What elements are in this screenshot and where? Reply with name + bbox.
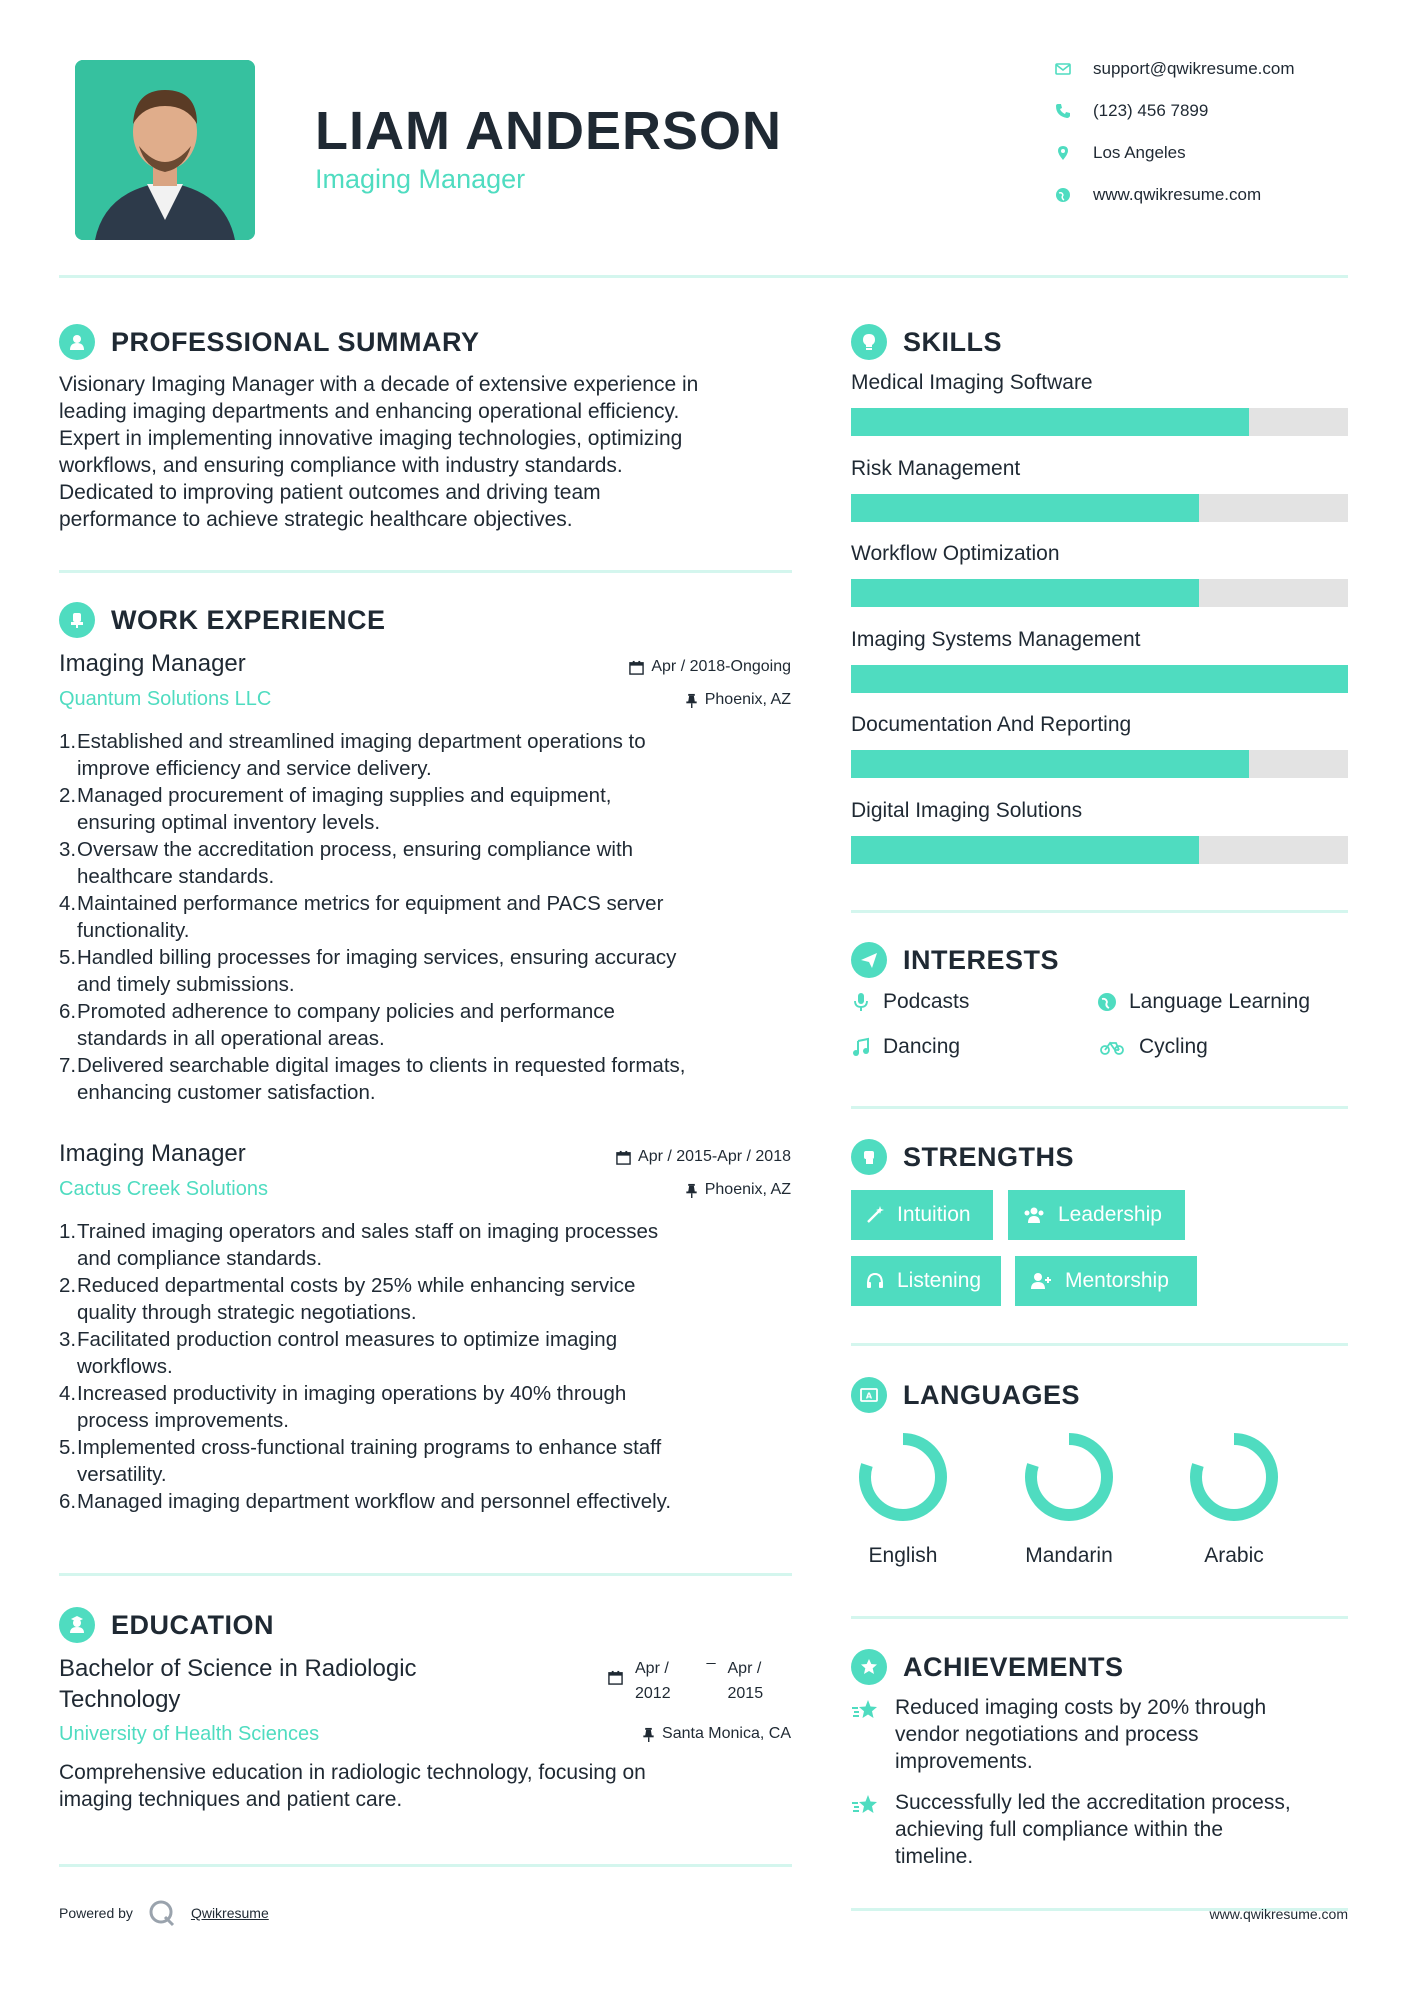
summary-text	[59, 371, 799, 533]
summary-line: leading imaging departments and enhancing operational efficiency.	[59, 400, 680, 423]
achievement-item	[851, 1694, 1351, 1775]
language-ring-arc	[865, 1439, 941, 1515]
language-ring-arc	[1196, 1439, 1272, 1515]
school-name: University of Health Sciences	[59, 1723, 320, 1745]
graduate-icon	[59, 1607, 95, 1643]
contact-email[interactable]	[1055, 59, 1295, 79]
globe-icon	[1097, 992, 1117, 1012]
skill-bar-track	[851, 494, 1348, 522]
header-divider	[59, 275, 1348, 278]
education-end	[728, 1656, 764, 1706]
language-ring-arc	[1031, 1439, 1107, 1515]
location-icon	[1055, 145, 1071, 161]
job-1-title: Imaging Manager	[59, 650, 246, 677]
interest-podcasts	[851, 990, 969, 1014]
skill-bar-track	[851, 579, 1348, 607]
interest-cycling	[1097, 1035, 1208, 1059]
degree	[59, 1653, 417, 1715]
summary-line: Dedicated to improving patient outcomes and driving team	[59, 481, 601, 504]
job-1-dates	[629, 658, 791, 676]
summary-line: workflows, and ensuring compliance with industry standards.	[59, 454, 623, 477]
summary-line: Visionary Imaging Manager with a decade of extensive experience in	[59, 373, 699, 396]
education-dash: _	[706, 1648, 716, 1665]
interests-divider	[851, 1106, 1348, 1109]
users-icon	[1022, 1205, 1046, 1225]
degree-line: Bachelor of Science in Radiologic	[59, 1655, 417, 1682]
strength-label: Listening	[897, 1269, 982, 1292]
list-item: 3. Oversaw the accreditation process, ensuring compliance with healthcare standards.	[59, 838, 634, 888]
skill-name: Imaging Systems Management	[851, 628, 1141, 651]
contact-email-text: support@qwikresume.com	[1093, 59, 1295, 78]
star-icon	[851, 1698, 881, 1724]
calendar-icon	[629, 660, 644, 675]
strength-label: Mentorship	[1065, 1269, 1169, 1292]
briefcase-icon	[59, 602, 95, 638]
achievements-title: ACHIEVEMENTS	[903, 1651, 1124, 1682]
candidate-title: Imaging Manager	[315, 164, 526, 194]
strength-listening	[851, 1256, 1001, 1306]
calendar-icon	[616, 1150, 631, 1165]
summary-line: Expert in implementing innovative imaging technologies, optimizing	[59, 427, 683, 450]
language-ring	[858, 1432, 948, 1522]
summary-line: performance to achieve strategic healthcare objectives.	[59, 508, 573, 531]
list-item: 1. Trained imaging operators and sales staff on imaging processes and compliance standards.	[59, 1220, 659, 1270]
paper-plane-icon	[851, 942, 887, 978]
skill-bar-fill	[851, 836, 1199, 864]
job-1-duties	[59, 728, 799, 1106]
job-2-title: Imaging Manager	[59, 1140, 246, 1167]
contact-location-text: Los Angeles	[1093, 143, 1186, 162]
language-ring	[1189, 1432, 1279, 1522]
calendar-icon	[608, 1670, 623, 1685]
powered-by	[59, 1898, 269, 1928]
list-item: 6. Managed imaging department workflow and personnel effectively.	[59, 1490, 672, 1513]
svg-text:A: A	[865, 1391, 873, 1401]
list-item: 6. Promoted adherence to company policies and performance standards in all operational areas.	[59, 1000, 615, 1050]
interest-language-learning	[1097, 990, 1310, 1014]
strength-mentorship	[1015, 1256, 1197, 1306]
job-2-dates	[616, 1148, 791, 1166]
skill-bar-track	[851, 665, 1348, 693]
languages-title: LANGUAGES	[903, 1379, 1081, 1410]
education-title: EDUCATION	[111, 1609, 274, 1640]
user-plus-icon	[1029, 1271, 1053, 1291]
achievement-item	[851, 1789, 1351, 1870]
language-name: Arabic	[1204, 1544, 1264, 1567]
interest-label: Podcasts	[883, 990, 970, 1013]
globe-icon	[1055, 187, 1071, 203]
strengths-title: STRENGTHS	[903, 1141, 1075, 1172]
job-2-location-text: Phoenix, AZ	[704, 1181, 791, 1198]
interest-label: Language Learning	[1129, 990, 1311, 1013]
list-item: 2. Managed procurement of imaging supplies and equipment, ensuring optimal inventory levels.	[59, 784, 612, 834]
list-item: 7. Delivered searchable digital images to clients in requested formats, enhancing customer satisfaction.	[59, 1054, 686, 1104]
contact-phone[interactable]	[1055, 101, 1208, 121]
wand-icon	[865, 1205, 885, 1225]
achievement-text: Successfully led the accreditation process, achieving full compliance within the timeline.	[895, 1791, 1291, 1868]
skill-bar-track	[851, 750, 1348, 778]
job-1-location	[685, 691, 791, 709]
qwikresume-logo-icon	[147, 1898, 177, 1928]
language-icon	[851, 1377, 887, 1413]
skill-name: Documentation And Reporting	[851, 713, 1132, 736]
education-location	[642, 1725, 791, 1743]
job-1-location-text: Phoenix, AZ	[704, 691, 791, 708]
contact-location	[1055, 143, 1186, 163]
summary-heading	[59, 324, 480, 360]
achievement-text: Reduced imaging costs by 20% through vendor negotiations and process improvements.	[895, 1696, 1267, 1773]
profile-photo	[75, 60, 255, 240]
bicycle-icon	[1097, 1037, 1127, 1057]
skill-bar-track	[851, 836, 1348, 864]
pin-icon	[685, 1183, 698, 1198]
skills-divider	[851, 910, 1348, 913]
education-end-month: Apr /	[727, 1660, 762, 1677]
interest-dancing	[851, 1035, 960, 1059]
skill-bar-fill	[851, 665, 1348, 693]
list-item: 2. Reduced departmental costs by 25% while enhancing service quality through strategic negotiations.	[59, 1274, 636, 1324]
list-item: 1. Established and streamlined imaging department operations to improve efficiency and service delivery.	[59, 730, 646, 780]
list-item: 5. Implemented cross-functional training programs to enhance staff versatility.	[59, 1436, 662, 1486]
job-2-location	[685, 1181, 791, 1199]
contact-website-text: www.qwikresume.com	[1093, 185, 1262, 204]
job-1-company: Quantum Solutions LLC	[59, 688, 272, 710]
education-desc-line: Comprehensive education in radiologic technology, focusing on	[59, 1761, 646, 1784]
skill-name: Risk Management	[851, 457, 1021, 480]
language-ring	[1024, 1432, 1114, 1522]
candidate-name: LIAM ANDERSON	[315, 101, 782, 161]
mail-icon	[1055, 61, 1071, 77]
achievements-heading	[851, 1649, 1124, 1685]
list-item: 3. Facilitated production control measures to optimize imaging workflows.	[59, 1328, 618, 1378]
languages-heading	[851, 1377, 1080, 1413]
headphones-icon	[865, 1271, 885, 1291]
education-start-month: Apr /	[635, 1660, 669, 1677]
skills-heading	[851, 324, 1002, 360]
skill-bar-fill	[851, 408, 1249, 436]
experience-divider	[59, 1573, 792, 1576]
list-item: 4. Increased productivity in imaging operations by 40% through process improvements.	[59, 1382, 627, 1432]
interest-label: Cycling	[1139, 1035, 1208, 1058]
strength-label: Intuition	[897, 1203, 971, 1226]
strength-leadership	[1008, 1190, 1185, 1240]
education-start	[635, 1656, 671, 1706]
lightbulb-icon	[851, 324, 887, 360]
skill-bar-fill	[851, 750, 1249, 778]
skill-bar-fill	[851, 494, 1199, 522]
list-item: 4. Maintained performance metrics for equipment and PACS server functionality.	[59, 892, 664, 942]
microphone-icon	[851, 992, 871, 1012]
star-icon	[851, 1793, 881, 1819]
experience-heading	[59, 602, 386, 638]
user-icon	[59, 324, 95, 360]
job-2-dates-text: Apr / 2015-Apr / 2018	[638, 1148, 791, 1165]
education-desc-line: imaging techniques and patient care.	[59, 1788, 403, 1811]
experience-title: WORK EXPERIENCE	[111, 604, 386, 635]
education-description	[59, 1759, 646, 1813]
language-name: Mandarin	[1025, 1544, 1113, 1567]
trophy-star-icon	[851, 1649, 887, 1685]
job-2-company: Cactus Creek Solutions	[59, 1178, 268, 1200]
education-heading	[59, 1607, 274, 1643]
job-1-dates-text: Apr / 2018-Ongoing	[651, 658, 791, 675]
interests-title: INTERESTS	[903, 944, 1060, 975]
pin-icon	[685, 693, 698, 708]
fist-icon	[851, 1139, 887, 1175]
qwikresume-link[interactable]: Qwikresume	[190, 1905, 269, 1921]
education-start-year: 2012	[635, 1685, 671, 1702]
phone-icon	[1055, 103, 1071, 119]
skill-name: Workflow Optimization	[851, 542, 1060, 565]
education-location-text: Santa Monica, CA	[662, 1725, 791, 1742]
skill-bar-track	[851, 408, 1348, 436]
strengths-divider	[851, 1343, 1348, 1346]
pin-icon	[642, 1727, 655, 1742]
education-dates	[608, 1648, 764, 1706]
interest-label: Dancing	[883, 1035, 961, 1058]
education-end-year: 2015	[727, 1685, 764, 1702]
strengths-heading	[851, 1139, 1074, 1175]
languages-divider	[851, 1616, 1348, 1619]
powered-by-label: Powered by	[59, 1905, 133, 1921]
skills-title: SKILLS	[903, 326, 1003, 357]
summary-divider	[59, 570, 792, 573]
summary-title: PROFESSIONAL SUMMARY	[111, 326, 480, 357]
skill-bar-fill	[851, 579, 1199, 607]
strength-intuition	[851, 1190, 993, 1240]
degree-line: Technology	[59, 1686, 181, 1713]
list-item: 5. Handled billing processes for imaging services, ensuring accuracy and timely submissions.	[59, 946, 677, 996]
strength-label: Leadership	[1058, 1203, 1162, 1226]
skill-name: Medical Imaging Software	[851, 371, 1093, 394]
education-divider	[59, 1864, 792, 1867]
interests-heading	[851, 942, 1059, 978]
job-2-duties	[59, 1218, 799, 1515]
language-name: English	[868, 1544, 938, 1567]
skill-name: Digital Imaging Solutions	[851, 799, 1083, 822]
contact-phone-text: (123) 456 7899	[1093, 101, 1209, 120]
contact-website[interactable]	[1055, 185, 1261, 205]
music-icon	[851, 1037, 871, 1057]
footer-url[interactable]: www.qwikresume.com	[1209, 1906, 1348, 1922]
